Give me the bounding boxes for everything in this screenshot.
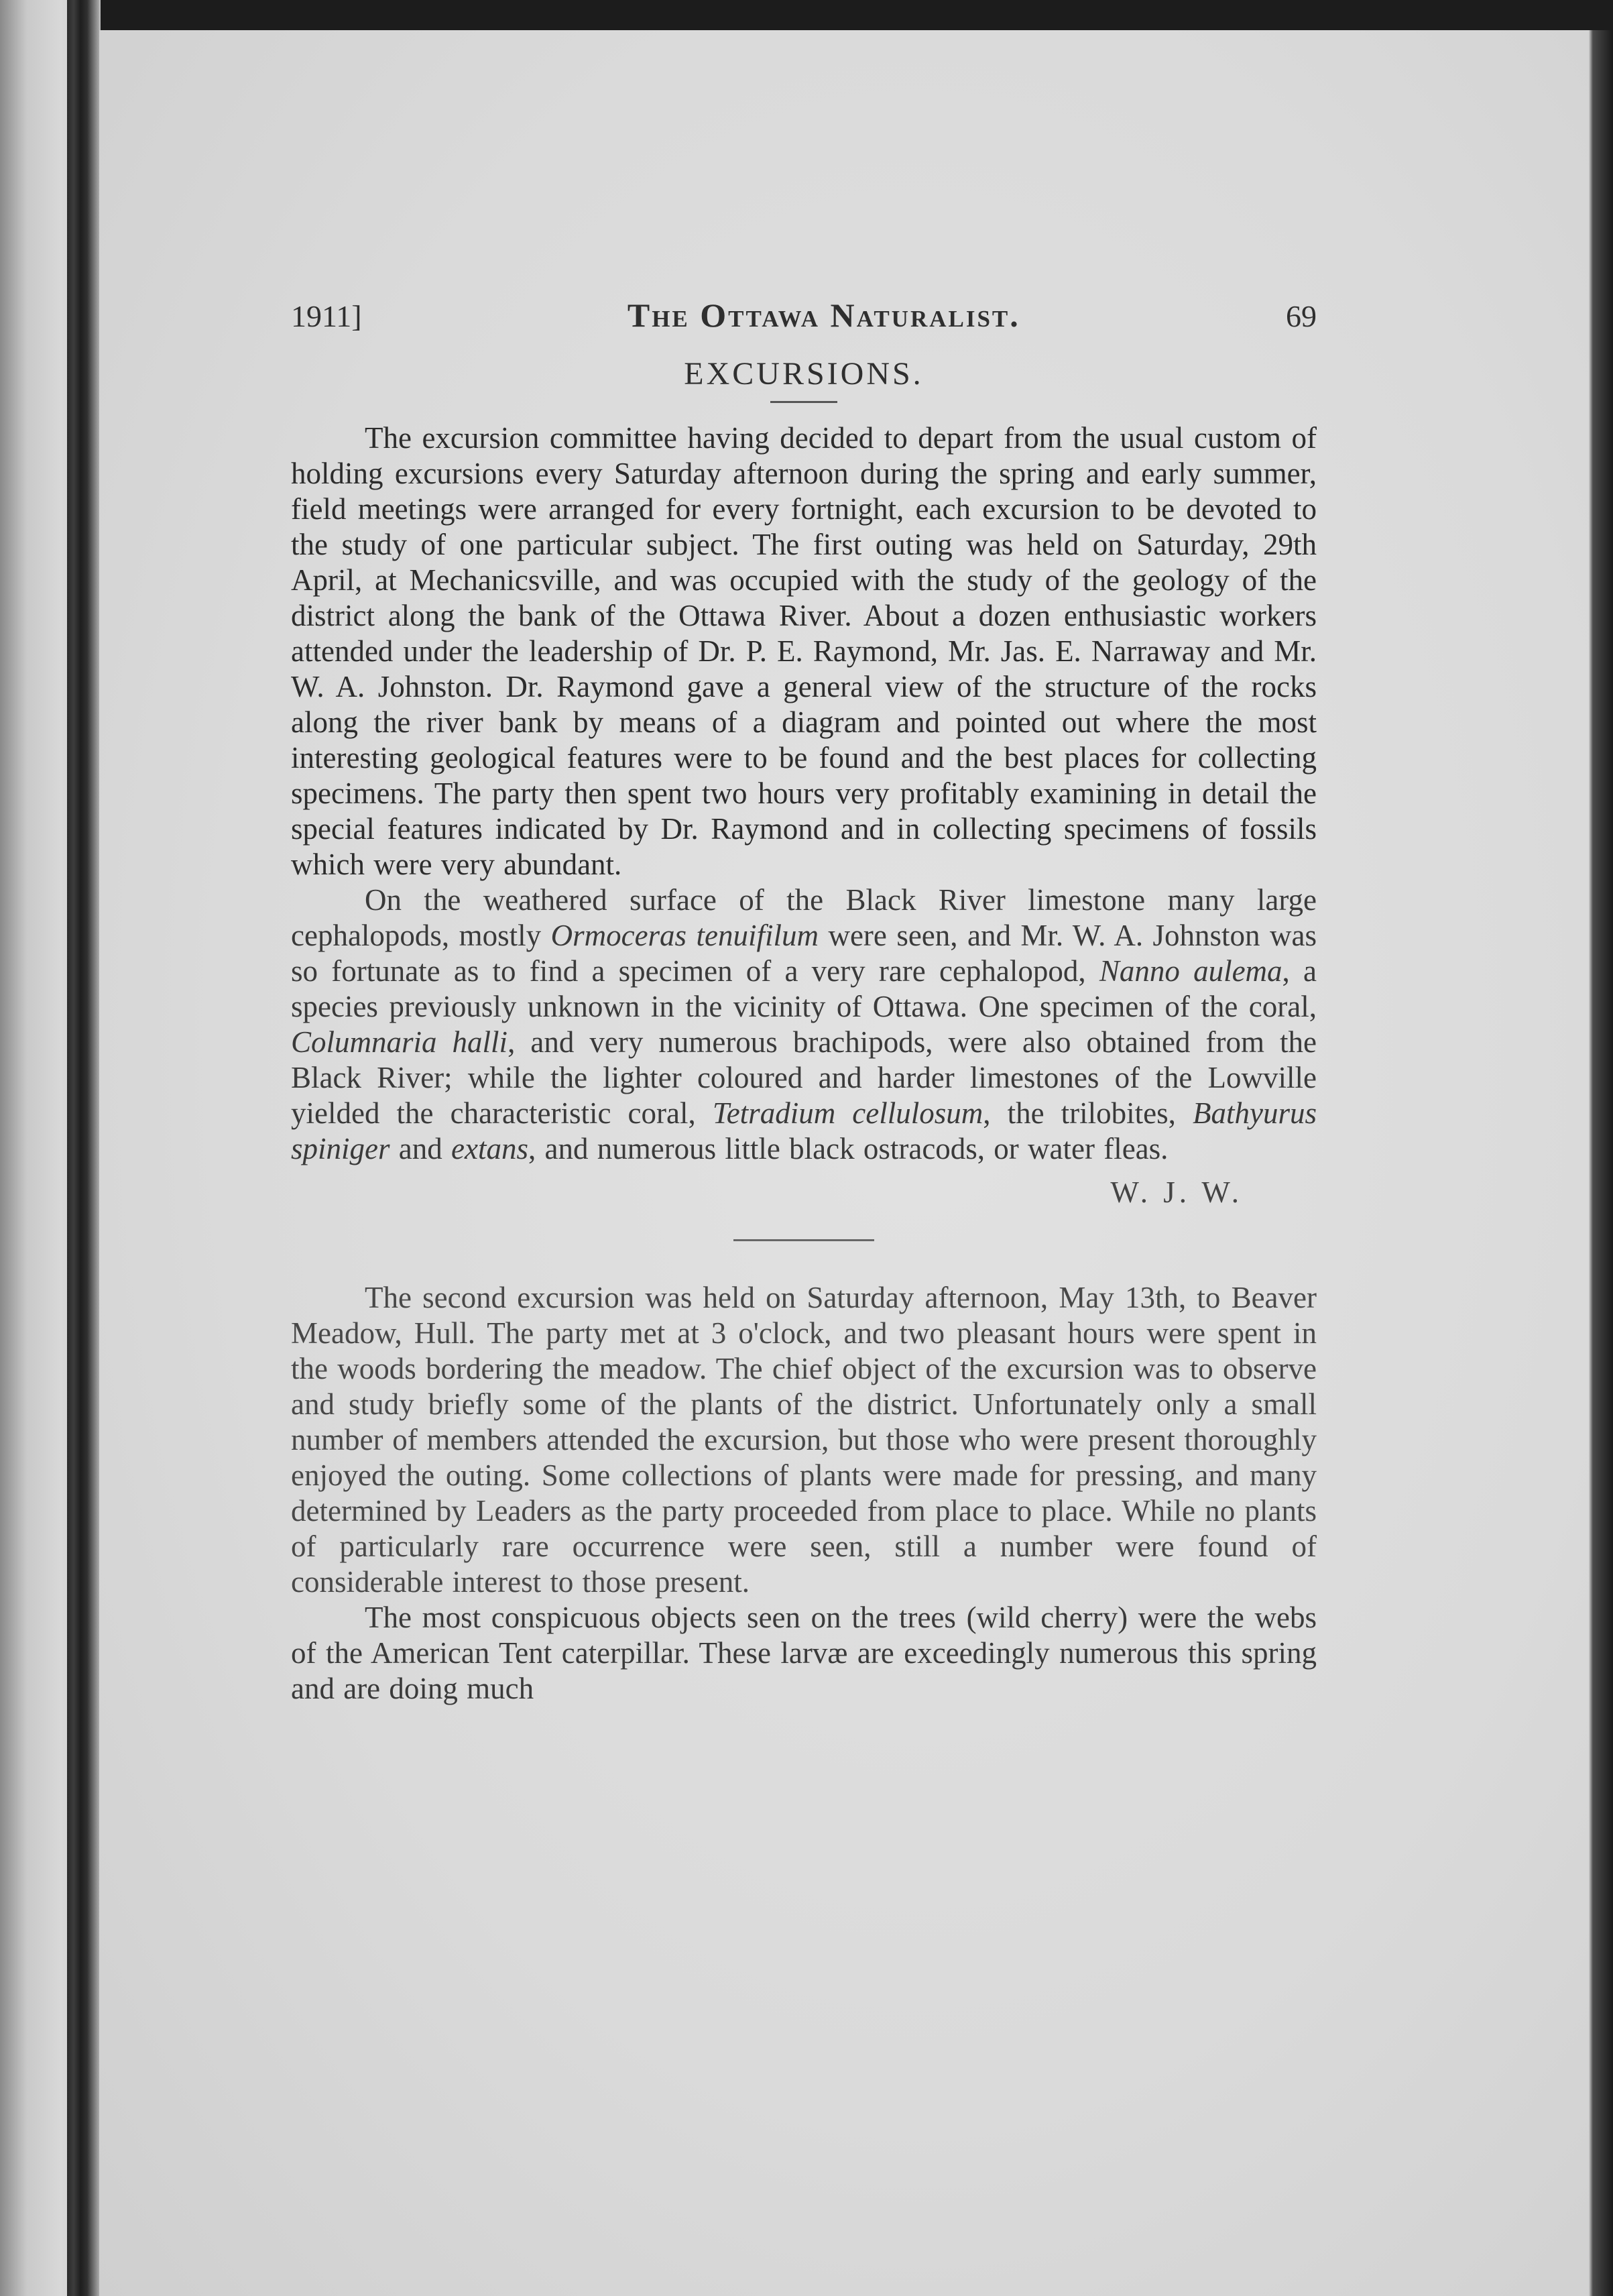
report-1-paragraph-2: [291, 882, 1317, 1167]
species-name: Nanno aulema: [1099, 954, 1282, 988]
author-signature: W. J. W.: [1110, 1175, 1243, 1209]
book-gutter: [67, 0, 99, 2296]
journal-title: The Ottawa Naturalist.: [627, 296, 1020, 334]
header-year: 1911]: [291, 299, 362, 333]
text-run: and: [390, 1132, 451, 1165]
text-run: On the weathered surface of the Black River limestone many large cephalopods, mostly: [291, 883, 1317, 952]
text-run: , a species previously unknown in the vicinity of Ottawa. One specimen of the coral,: [291, 954, 1317, 1023]
report-1-paragraph-1: The excursion committee having decided to depart from the usual custom of holding excursions every Saturday afternoon during the spring and early summer, field meetings were arranged for every fortnight, each excursion to be devoted to the study of one particular subject. The first outing was held on Saturday, 29th April, at Mechanicsville, and was occupied with the study of the geology of the district along the bank of the Ottawa River. About a dozen enthusiastic workers attended under the leadership of Dr. P. E. Raymond, Mr. Jas. E. Narraway and Mr. W. A. Johnston. Dr. Raymond gave a general view of the structure of the rocks along the river bank by means of a diagram and pointed out where the most interesting geological features were to be found and the best places for collecting specimens. The party then spent two hours very profitably examining in detail the special features indicated by Dr. Raymond and in collecting specimens of fossils which were very abundant.: [291, 421, 1317, 881]
title-rule: [770, 401, 837, 403]
species-name: Bathyurus spiniger: [291, 1096, 1317, 1165]
species-name: Ormoceras tenuifilum: [550, 919, 819, 952]
section-divider: [733, 1239, 874, 1241]
text-run: , the trilobites,: [983, 1096, 1193, 1130]
page-right-edge: [1589, 30, 1613, 2296]
species-name: Tetradium cellulosum: [712, 1096, 983, 1130]
species-name: Columnaria halli: [291, 1025, 508, 1059]
page-number: 69: [1286, 299, 1317, 333]
text-run: , and very numerous brachipods, were also obtained from the Black River; while the lighter coloured and harder limestones of the Lowville yielded the characteristic coral,: [291, 1025, 1317, 1130]
section-title: EXCURSIONS.: [684, 356, 924, 392]
text-run: , and numerous little black ostracods, or water fleas.: [528, 1132, 1169, 1165]
page-text: [291, 282, 1317, 1707]
running-head: [291, 282, 1317, 350]
report-2-paragraph-1: The second excursion was held on Saturday afternoon, May 13th, to Beaver Meadow, Hull. The party met at 3 o'clock, and two pleasant hours were spent in the woods bordering the meadow. The chief object of the excursion was to observe and study briefly some of the plants of the district. Unfortunately only a small number of members attended the excursion, but those who were present thoroughly enjoyed the outing. Some collections of plants were made for pressing, and many determined by Leaders as the party proceeded from place to place. While no plants of particularly rare occurrence were seen, still a number were found of considerable interest to those present.: [291, 1281, 1317, 1599]
species-name: extans: [451, 1132, 528, 1165]
text-run: were seen, and Mr. W. A. Johnston was so fortunate as to find a specimen of a very rare cephalopod,: [291, 919, 1317, 988]
report-2-paragraph-2: The most conspicuous objects seen on the trees (wild cherry) were the webs of the American Tent caterpillar. These larvæ are exceedingly numerous this spring and are doing much: [291, 1601, 1317, 1705]
